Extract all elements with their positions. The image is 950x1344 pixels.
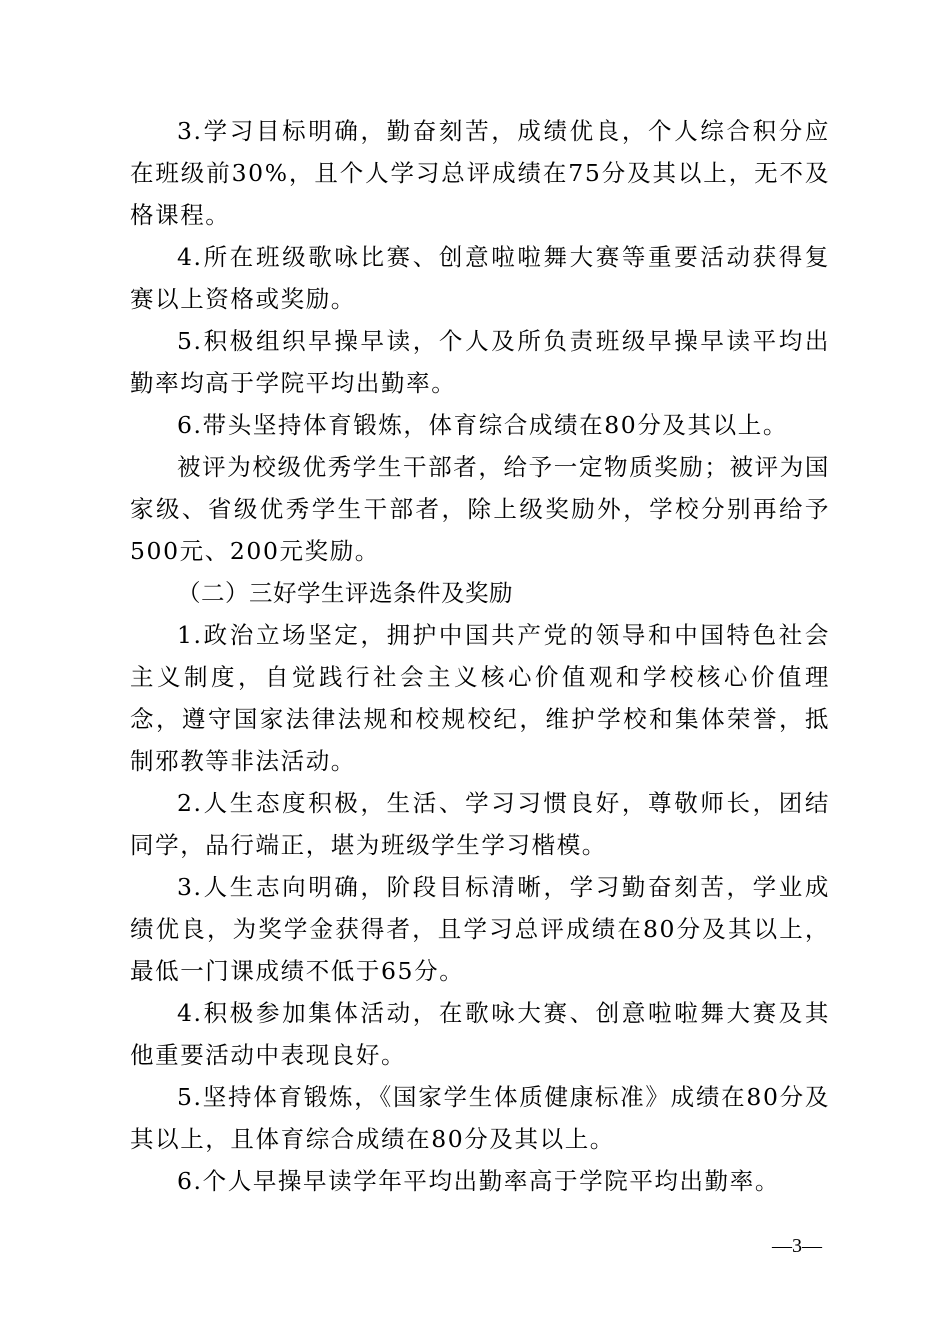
paragraph-item-3-ambition: 3.人生志向明确，阶段目标清晰，学习勤奋刻苦，学业成绩优良，为奖学金获得者，且学习总评成绩在80分及其以上，最低一门课成绩不低于65分。 [130,873,830,985]
paragraph-item-2-life-attitude: 2.人生态度积极，生活、学习习惯良好，尊敬师长，团结同学，品行端正，堪为班级学生学习楷模。 [130,789,830,859]
page-number: —3— [772,1235,822,1257]
document-body [130,110,830,1202]
section-heading-three-good-students: （二）三好学生评选条件及奖励 [177,579,513,607]
paragraph-item-3-study-goals: 3.学习目标明确，勤奋刻苦，成绩优良，个人综合积分应在班级前30%，且个人学习总评成绩在75分及其以上，无不及格课程。 [130,117,830,229]
paragraph-item-5-morning-exercise: 5.积极组织早操早读，个人及所负责班级早操早读平均出勤率均高于学院平均出勤率。 [130,327,830,397]
paragraph-item-4-collective-activities: 4.积极参加集体活动，在歌咏大赛、创意啦啦舞大赛及其他重要活动中表现良好。 [130,999,830,1069]
paragraph-item-4-class-activities: 4.所在班级歌咏比赛、创意啦啦舞大赛等重要活动获得复赛以上资格或奖励。 [130,243,830,313]
paragraph-item-6-attendance: 6.个人早操早读学年平均出勤率高于学院平均出勤率。 [177,1167,780,1195]
paragraph-item-6-physical-exercise: 6.带头坚持体育锻炼，体育综合成绩在80分及其以上。 [177,411,788,439]
paragraph-item-5-fitness-standard: 5.坚持体育锻炼，《国家学生体质健康标准》成绩在80分及其以上，且体育综合成绩在80分及其以上。 [130,1083,830,1153]
paragraph-cadre-rewards: 被评为校级优秀学生干部者，给予一定物质奖励；被评为国家级、省级优秀学生干部者，除上级奖励外，学校分别再给予500元、200元奖励。 [130,453,830,565]
paragraph-item-1-political-stance: 1.政治立场坚定，拥护中国共产党的领导和中国特色社会主义制度，自觉践行社会主义核心价值观和学校核心价值理念，遵守国家法律法规和校规校纪，维护学校和集体荣誉，抵制邪教等非法活动。 [130,621,830,775]
